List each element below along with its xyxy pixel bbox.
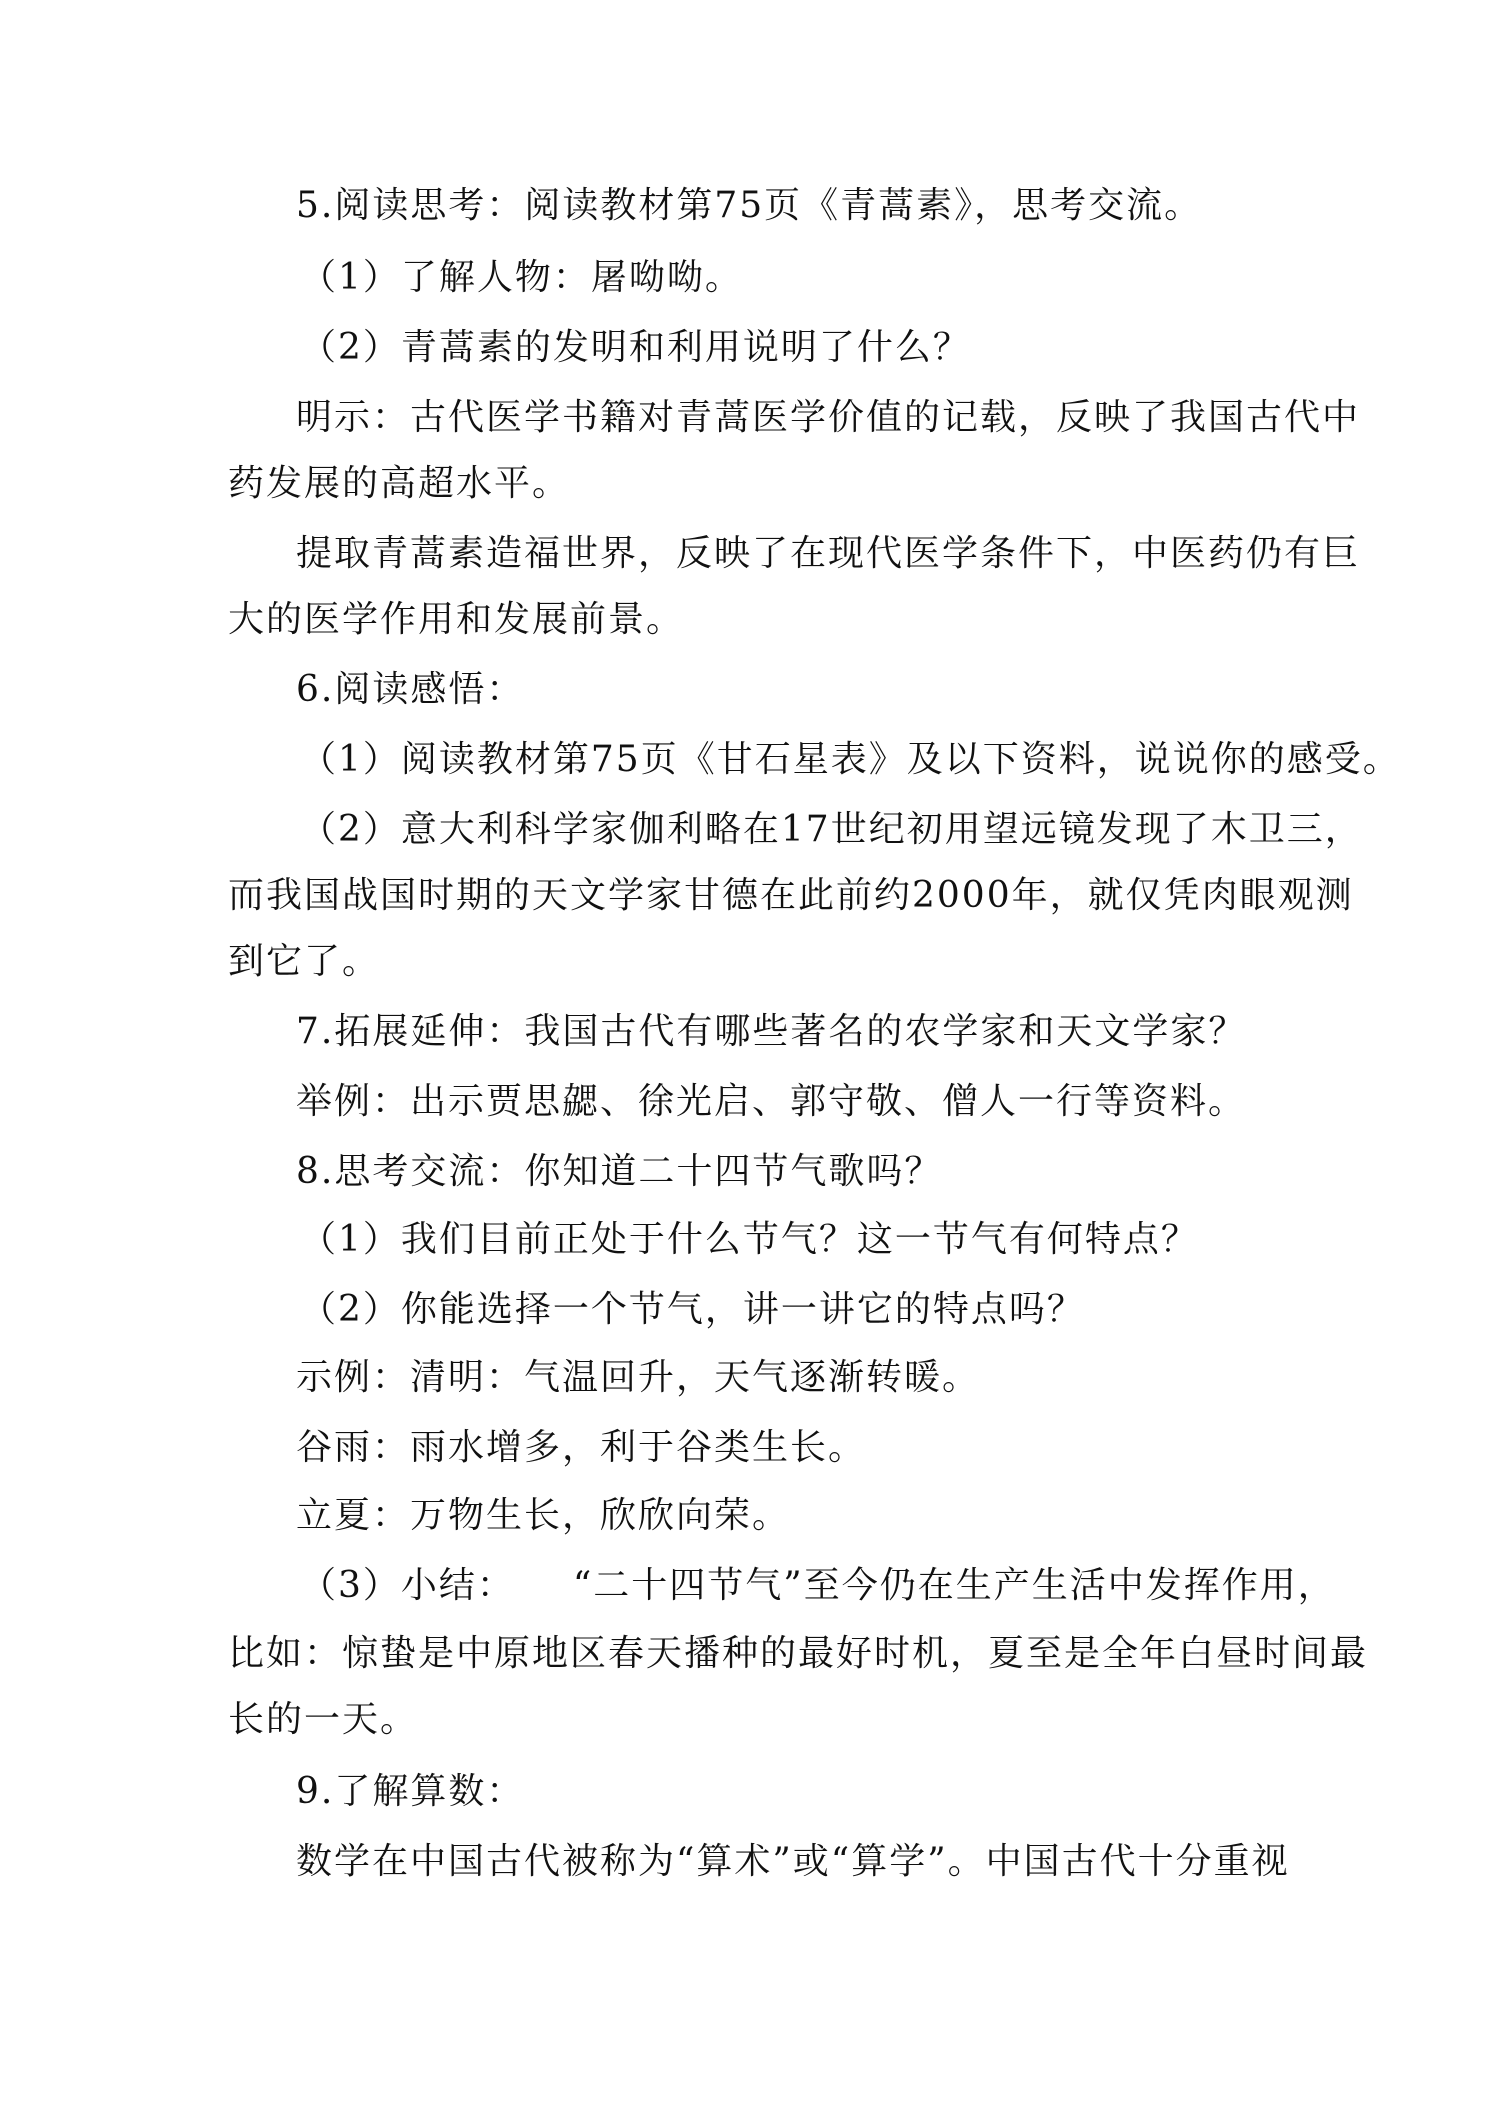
- paragraph-line: 立夏：万物生长，欣欣向荣。: [296, 1495, 791, 1536]
- paragraph-line: 长的一天。: [228, 1699, 419, 1740]
- item-1-text: （1）了解人物：屠呦呦。: [300, 257, 743, 298]
- paragraph-line: 比如：惊蛰是中原地区春天播种的最好时机，夏至是全年白昼时间最: [228, 1633, 1369, 1674]
- paragraph-line: 药发展的高超水平。: [228, 463, 571, 504]
- paragraph-line: 谷雨：雨水增多，利于谷类生长。: [296, 1427, 867, 1468]
- paragraph-line: 到它了。: [228, 941, 381, 982]
- section-9-heading: 9.了解算数：: [296, 1771, 525, 1812]
- item-2-text: （2）青蒿素的发明和利用说明了什么？: [300, 327, 971, 368]
- section-5-heading: 5.阅读思考：阅读教材第75页《青蒿素》，思考交流。: [296, 185, 1203, 226]
- paragraph-line: （3）小结： “二十四节气”至今仍在生产生活中发挥作用，: [300, 1565, 1336, 1606]
- paragraph-line: （2）你能选择一个节气，讲一讲它的特点吗？: [300, 1289, 1085, 1330]
- section-6-heading: 6.阅读感悟：: [296, 669, 525, 710]
- paragraph-line: （2）意大利科学家伽利略在17世纪初用望远镜发现了木卫三，: [300, 809, 1363, 850]
- paragraph-line: 举例：出示贾思勰、徐光启、郭守敬、僧人一行等资料。: [296, 1081, 1247, 1122]
- paragraph-line: 示例：清明：气温回升，天气逐渐转暖。: [296, 1357, 981, 1398]
- paragraph-line: 大的医学作用和发展前景。: [228, 599, 685, 640]
- section-8-heading: 8.思考交流：你知道二十四节气歌吗？: [296, 1151, 943, 1192]
- paragraph-line: （1）我们目前正处于什么节气？这一节气有何特点？: [300, 1219, 1199, 1260]
- paragraph-line: 明示：古代医学书籍对青蒿医学价值的记载，反映了我国古代中: [296, 397, 1361, 438]
- paragraph-line: 提取青蒿素造福世界，反映了在现代医学条件下，中医药仍有巨: [296, 533, 1361, 574]
- paragraph-line: （1）阅读教材第75页《甘石星表》及以下资料，说说你的感受。: [300, 739, 1401, 780]
- section-7-heading: 7.拓展延伸：我国古代有哪些著名的农学家和天文学家？: [296, 1011, 1247, 1052]
- paragraph-line: 而我国战国时期的天文学家甘德在此前约2000年，就仅凭肉眼观测: [228, 875, 1354, 916]
- paragraph-line: 数学在中国古代被称为“算术”或“算学”。中国古代十分重视: [296, 1841, 1290, 1882]
